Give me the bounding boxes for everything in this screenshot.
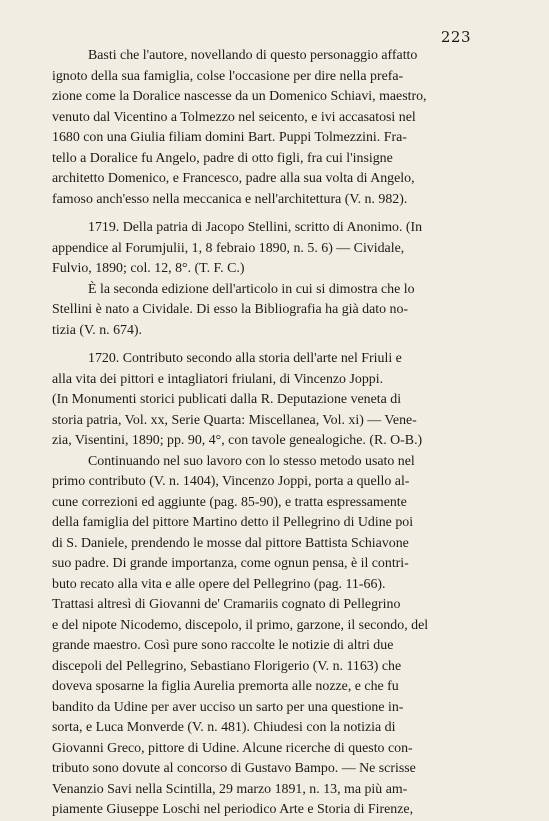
- text-line: suo padre. Di grande importanza, come ognun pensa, è il contri-: [52, 556, 409, 571]
- text-line: zia, Visentini, 1890; pp. 90, 4°, con tavole genealogiche. (R. O-B.): [52, 433, 423, 448]
- text-line: primo contributo (V. n. 1404), Vincenzo Joppi, porta a quello al-: [52, 474, 410, 489]
- text-line: appendice al Forumjulii, 1, 8 febraio 1890, n. 5. 6) — Cividale,: [52, 240, 405, 256]
- text-line: famoso anch'esso nella meccanica e nell'architettura (V. n. 982).: [52, 191, 408, 207]
- text-line: storia patria, Vol. xx, Serie Quarta: Miscellanea, Vol. xi) — Vene-: [52, 412, 417, 428]
- text-line: Venanzio Savi nella Scintilla, 29 marzo 1891, n. 13, ma più am-: [52, 781, 408, 797]
- text-line: piamente Giuseppe Loschi nel periodico Arte e Storia di Firenze,: [52, 802, 414, 817]
- text-line: Continuando nel suo lavoro con lo stesso metodo usato nel: [88, 453, 415, 469]
- text-line: bandito da Udine per aver ucciso un sarto per una questione in-: [52, 699, 404, 715]
- text-line: alla vita dei pittori e intagliatori friulani, di Vincenzo Joppi.: [52, 371, 384, 387]
- text-line: È la seconda edizione dell'articolo in cui si dimostra che lo: [88, 281, 415, 297]
- text-line: (In Monumenti storici publicati dalla R. Deputazione veneta di: [52, 392, 402, 407]
- text-line: discepoli del Pellegrino, Sebastiano Florigerio (V. n. 1163) che: [52, 658, 402, 674]
- text-line: 1720. Contributo secondo alla storia dell'arte nel Friuli e: [88, 351, 402, 366]
- text-line: ignoto della sua famiglia, colse l'occasione per dire nella prefa-: [52, 68, 404, 84]
- text-line: venuto dal Vicentino a Tolmezzo nel seicento, e ivi accasatosi nel: [52, 109, 416, 125]
- text-line: architetto Domenico, e Francesco, padre alla sua volta di Angelo,: [52, 171, 415, 186]
- text-line: tizia (V. n. 674).: [52, 322, 143, 338]
- text-line: Trattasi altresì di Giovanni de' Cramariis cognato di Pellegrino: [52, 597, 401, 612]
- text-line: zione come la Doralice nascesse da un Domenico Schiavi, maestro,: [52, 89, 427, 104]
- text-line: cune correzioni ed aggiunte (pag. 85-90), e tratta espressamente: [52, 494, 407, 510]
- text-line: doveva sposarne la figlia Aurelia premorta alle nozze, e che fu: [52, 679, 399, 694]
- text-line: grande maestro. Così pure sono raccolte le notizie di altri due: [52, 638, 394, 653]
- text-line: Fulvio, 1890; col. 12, 8°. (T. F. C.): [52, 261, 245, 276]
- text-line: di S. Daniele, prendendo le mosse dal pittore Battista Schiavone: [52, 535, 409, 551]
- text-line: e del nipote Nicodemo, discepolo, il primo, garzone, il secondo, del: [52, 617, 429, 633]
- text-line: Basti che l'autore, novellando di questo personaggio affatto: [88, 48, 418, 63]
- text-line: Giovanni Greco, pittore di Udine. Alcune ricerche di questo con-: [52, 740, 413, 756]
- text-line: 1680 con una Giulia filiam domini Bart. Puppi Tolmezzini. Fra-: [52, 130, 407, 145]
- page-number: 223: [440, 28, 471, 46]
- text-line: sorta, e Luca Monverde (V. n. 481). Chiudesi con la notizia di: [52, 720, 396, 735]
- text-line: Stellini è nato a Cividale. Di esso la Bibliografia ha già dato no-: [52, 302, 409, 317]
- text-line: tributo sono dovute al concorso di Gustavo Bampo. — Ne scrisse: [52, 761, 416, 776]
- text-line: tello a Doralice fu Angelo, padre di otto figli, fra cui l'insigne: [52, 150, 393, 166]
- text-line: buto recato alla vita e alle opere del Pellegrino (pag. 11-66).: [52, 576, 386, 592]
- text-line: della famiglia del pittore Martino detto il Pellegrino di Udine poi: [52, 515, 414, 530]
- text-line: 1719. Della patria di Jacopo Stellini, scritto di Anonimo. (In: [88, 220, 423, 235]
